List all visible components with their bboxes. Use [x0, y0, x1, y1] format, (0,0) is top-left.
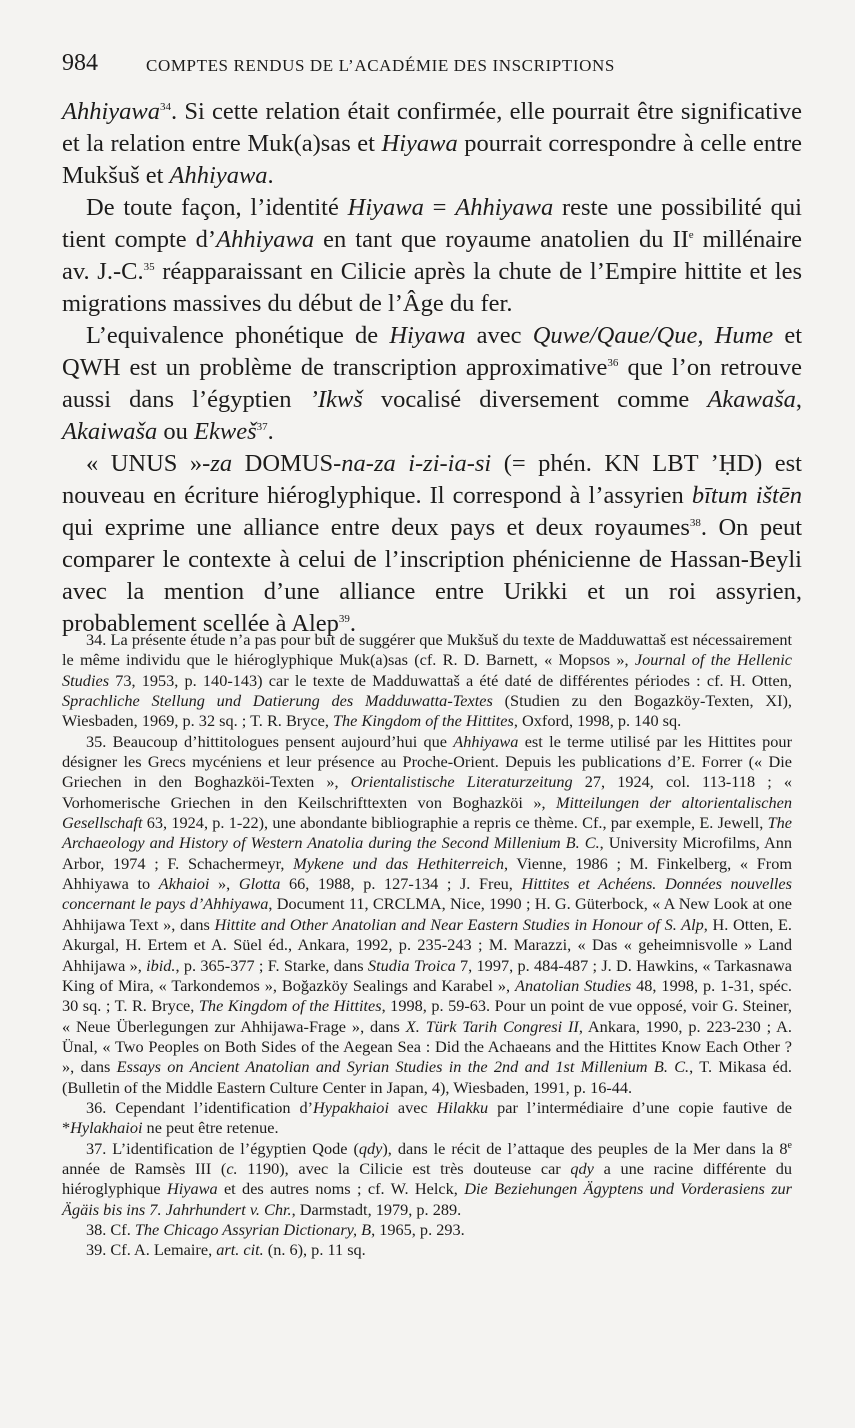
paragraph-1: [62, 96, 802, 192]
text-run: 34. La présente étude n’a pas pour but de suggérer que Mukšuš du texte de Madduwattaš est nécessairement le même individu que le hiéroglyphique Muk(a)sas (cf. R. D. Barnett, « Mopsos »,: [62, 630, 792, 670]
text-run: réapparaissant en Cilicie après la chute de l’Empire hittite et les migrations massives du début de l’Âge du fer.: [62, 258, 802, 317]
text-run: »,: [209, 874, 239, 894]
text-run: DOMUS-: [232, 450, 342, 477]
text-run: reste une possibilité qui tient compte d’: [62, 194, 802, 253]
text-run: qdy: [570, 1158, 594, 1178]
text-run: Ahhiyawa: [169, 162, 268, 189]
footnote-ref-35: 35: [143, 261, 155, 273]
text-run: art. cit.: [216, 1240, 264, 1260]
text-run: 35. Beaucoup d’hittitologues pensent aujourd’hui que: [86, 731, 454, 751]
text-run: Hiyawa: [389, 322, 466, 349]
text-run: .: [349, 610, 356, 637]
text-run: Glotta: [238, 874, 281, 894]
footnote-39: [62, 1240, 792, 1260]
text-run: ,: [795, 386, 802, 413]
text-run: na-za i-zi-ia-si: [341, 450, 492, 477]
text-run: 48, 1998, p. 1-31, spéc. 30 sq. ; T. R. Bryce,: [62, 975, 792, 1016]
text-run: , H. Otten, E. Akurgal, H. Ertem et A. Süel éd., Ankara, 1992, p. 235-243 ; M. Marazzi, « Das « geheimnisvolle » Land Ahhijawa »,: [62, 914, 792, 975]
superscript: e: [688, 229, 694, 241]
text-run: Essays on Ancient Anatolian and Syrian Studies in the 2nd and 1st Millenium B. C.: [116, 1057, 690, 1077]
paragraph-3: [62, 320, 802, 448]
text-run: Ahhiyawa: [62, 98, 160, 125]
text-run: Akhaioi: [158, 874, 210, 894]
footnote-ref-36: 36: [607, 357, 619, 369]
footnote-ref-34: 34: [160, 101, 171, 113]
footnote-ref-39: 39: [338, 613, 350, 625]
text-run: .: [267, 418, 274, 445]
paragraph-2: [62, 192, 802, 320]
text-run: Studia Troica: [367, 955, 456, 975]
text-run: , University Microfilms, Ann Arbor, 1974 ; F. Schachermeyr,: [62, 833, 793, 873]
text-run: Hylakhaioi: [70, 1118, 143, 1138]
text-run: , Darmstadt, 1979, p. 289.: [291, 1199, 462, 1219]
text-run: . On peut comparer le contexte à celui de l’inscription phénicienne de Hassan-Beyli avec la mention d’une alliance entre Urikki et un roi assyrien, probablement scellée à Alep: [62, 514, 803, 637]
text-run: Orientalistische Literaturzeitung: [350, 772, 573, 792]
footnote-34: [62, 630, 792, 732]
text-run: , 1998, p. 59-63. Pour un point de vue opposé, voir G. Steiner, « Neue Überlegungen zur Ahhijawa-Frage », dans: [62, 996, 792, 1036]
page-number: 984: [62, 50, 98, 76]
text-run: Journal of the Hellenic Studies: [62, 650, 793, 690]
text-run: que l’on retrouve aussi dans l’égyptien: [62, 354, 802, 413]
running-head: [62, 50, 802, 84]
text-run: , Vienne, 1986 ; M. Finkelberg, « From Ahhiyawa to: [62, 853, 793, 894]
text-run: 66, 1988, p. 127-134 ; J. Freu,: [280, 874, 522, 894]
footnote-37: [62, 1139, 792, 1220]
text-run: ’Ikwš: [309, 386, 363, 413]
text-run: ibid.: [146, 955, 176, 975]
text-run: qdy: [358, 1138, 383, 1158]
text-run: (= phén. KN LBT ’ḤD) est nouveau en écriture hiéroglyphique. Il correspond à l’assyrien: [62, 450, 802, 509]
text-run: The Kingdom of the Hittites: [198, 996, 382, 1016]
text-run: a une racine différente du hiéroglyphique: [62, 1158, 792, 1199]
text-run: 27, 1924, col. 113-118 ; « Vorhomerische Griechen in den Keilschrifttexten von Boghazköi »,: [62, 772, 792, 812]
text-run: , p. 365-377 ; F. Starke, dans: [175, 955, 368, 975]
text-run: 38. Cf.: [86, 1219, 135, 1239]
text-run: Akaiwaša: [62, 418, 158, 445]
text-run: De toute façon, l’identité: [86, 194, 348, 221]
paragraph-4: [62, 448, 802, 640]
text-run: 1190), avec la Cilicie est très douteuse car: [237, 1158, 571, 1178]
text-run: millénaire av. J.-C.: [62, 226, 803, 285]
text-run: Hiyawa: [166, 1179, 218, 1199]
text-run: , Document 11, CRCLMA, Nice, 1990 ; H. G. Güterbock, « A New Look at one Ahhijawa Text », dans: [62, 894, 792, 934]
text-run: Mykene und das Hethiterreich: [293, 853, 504, 873]
text-run: Akawaša: [707, 386, 796, 413]
text-run: ou: [157, 418, 195, 445]
text-run: , Oxford, 1998, p. 140 sq.: [513, 711, 682, 731]
text-run: Ahhiyawa: [453, 731, 519, 751]
footnote-38: [62, 1220, 792, 1240]
text-run: vocalisé diversement comme: [362, 386, 708, 413]
text-run: The Kingdom of the Hittites: [332, 711, 514, 731]
text-run: , T. Mikasa éd. (Bulletin of the Middle Eastern Culture Center in Japan, 4), Wiesbaden, 1991, p. 16-44.: [62, 1057, 792, 1097]
footnote-36: [62, 1098, 792, 1139]
text-run: bītum ištēn: [691, 482, 802, 509]
text-run: .: [267, 162, 274, 189]
text-run: 39. Cf. A. Lemaire,: [86, 1240, 217, 1260]
text-run: et des autres noms ; cf. W. Helck,: [217, 1179, 465, 1199]
text-run: année de Ramsès III (: [62, 1158, 227, 1178]
text-run: pourrait correspondre à celle entre Mukšuš et: [62, 130, 802, 189]
text-run: et QWH est un problème de transcription approximative: [62, 322, 803, 381]
text-run: Sprachliche Stellung und Datierung des Madduwatta-Textes: [62, 691, 493, 711]
text-run: . Si cette relation était confirmée, elle pourrait être significative et la relation entre Muk(a)sas et: [62, 98, 802, 157]
text-run: ne peut être retenue.: [142, 1118, 279, 1138]
text-run: Hilakku: [436, 1097, 489, 1117]
text-run: Hypakhaioi: [313, 1097, 389, 1117]
text-run: c.: [226, 1158, 238, 1178]
footnote-ref-38: 38: [689, 517, 701, 529]
text-run: =: [423, 194, 456, 221]
text-run: en tant que royaume anatolien du II: [314, 226, 689, 253]
main-text: [62, 96, 802, 640]
text-run: , 1965, p. 293.: [371, 1219, 465, 1239]
text-run: Hittite and Other Anatolian and Near Eastern Studies in Honour of S. Alp: [214, 914, 704, 934]
text-run: L’equivalence phonétique de: [86, 322, 390, 349]
text-run: « UNUS »-: [86, 450, 211, 477]
text-run: Hiyawa: [381, 130, 458, 157]
text-run: (n. 6), p. 11 sq.: [263, 1240, 366, 1260]
journal-title: COMPTES RENDUS DE L’ACADÉMIE DES INSCRIPTIONS: [146, 56, 615, 75]
text-run: 7, 1997, p. 484-487 ; J. D. Hawkins, « Tarkasnawa King of Mira, « Tarkondemos », Boğazköy Sealings and Karabel »,: [62, 955, 793, 995]
text-run: Mitteilungen der altorientalischen Gesellschaft: [62, 792, 793, 833]
text-run: est le terme utilisé par les Hittites pour désigner les Grecs mycéniens et leur présence au Proche-Orient. Depuis les publications d’E. Forrer (« Die Griechen in den Boghazköi-Texten »,: [62, 731, 792, 792]
text-run: Quwe/Qaue/Que, Hume: [532, 322, 774, 349]
text-run: Die Beziehungen Ägyptens und Vorderasiens zur Ägäis bis ins 7. Jahrhundert v. Chr.: [62, 1179, 793, 1219]
text-run: 37. L’identification de l’égyptien Qode (: [86, 1138, 359, 1158]
text-run: , Ankara, 1990, p. 223-230 ; A. Ünal, « Two Peoples on Both Sides of the Aegean Sea : Did the Achaeans and the Hittites Know Each Other ? », dans: [62, 1016, 792, 1077]
text-run: Anatolian Studies: [515, 975, 632, 995]
text-run: Ahhiyawa: [455, 194, 554, 221]
text-run: Ahhiyawa: [216, 226, 315, 253]
text-run: The Archaeology and History of Western Anatolia during the Second Millenium B. C.: [62, 813, 792, 853]
text-run: par l’intermédiaire d’une copie fautive de *: [62, 1097, 793, 1138]
footnote-35: [62, 732, 792, 1098]
text-run: ), dans le récit de l’attaque des peuples de la Mer dans la 8: [382, 1138, 788, 1158]
superscript: e: [787, 1139, 792, 1151]
text-run: 36. Cependant l’identification d’: [86, 1097, 314, 1117]
text-run: 63, 1924, p. 1-22), une abondante bibliographie a repris ce thème. Cf., par exemple, E. Jewell,: [142, 813, 768, 833]
text-run: (Studien zu den Bogazköy-Texten, XI), Wiesbaden, 1969, p. 32 sq. ; T. R. Bryce,: [62, 691, 792, 731]
text-run: X. Türk Tarih Congresi II: [405, 1016, 579, 1036]
text-run: qui exprime une alliance entre deux pays et deux royaumes: [62, 514, 690, 541]
text-run: avec: [465, 322, 533, 349]
text-run: za: [210, 450, 233, 477]
text-run: 73, 1953, p. 140-143) car le texte de Madduwattaš a été daté de différentes périodes : cf. H. Otten,: [109, 670, 792, 690]
footnotes: [62, 630, 792, 1261]
text-run: avec: [388, 1097, 437, 1117]
footnote-ref-37: 37: [256, 421, 268, 433]
text-run: Hiyawa: [347, 194, 424, 221]
text-run: Hittites et Achéens. Données nouvelles concernant le pays d’Ahhiyawa: [62, 874, 792, 914]
text-run: The Chicago Assyrian Dictionary, B: [134, 1219, 372, 1239]
text-run: Ekweš: [194, 418, 257, 445]
